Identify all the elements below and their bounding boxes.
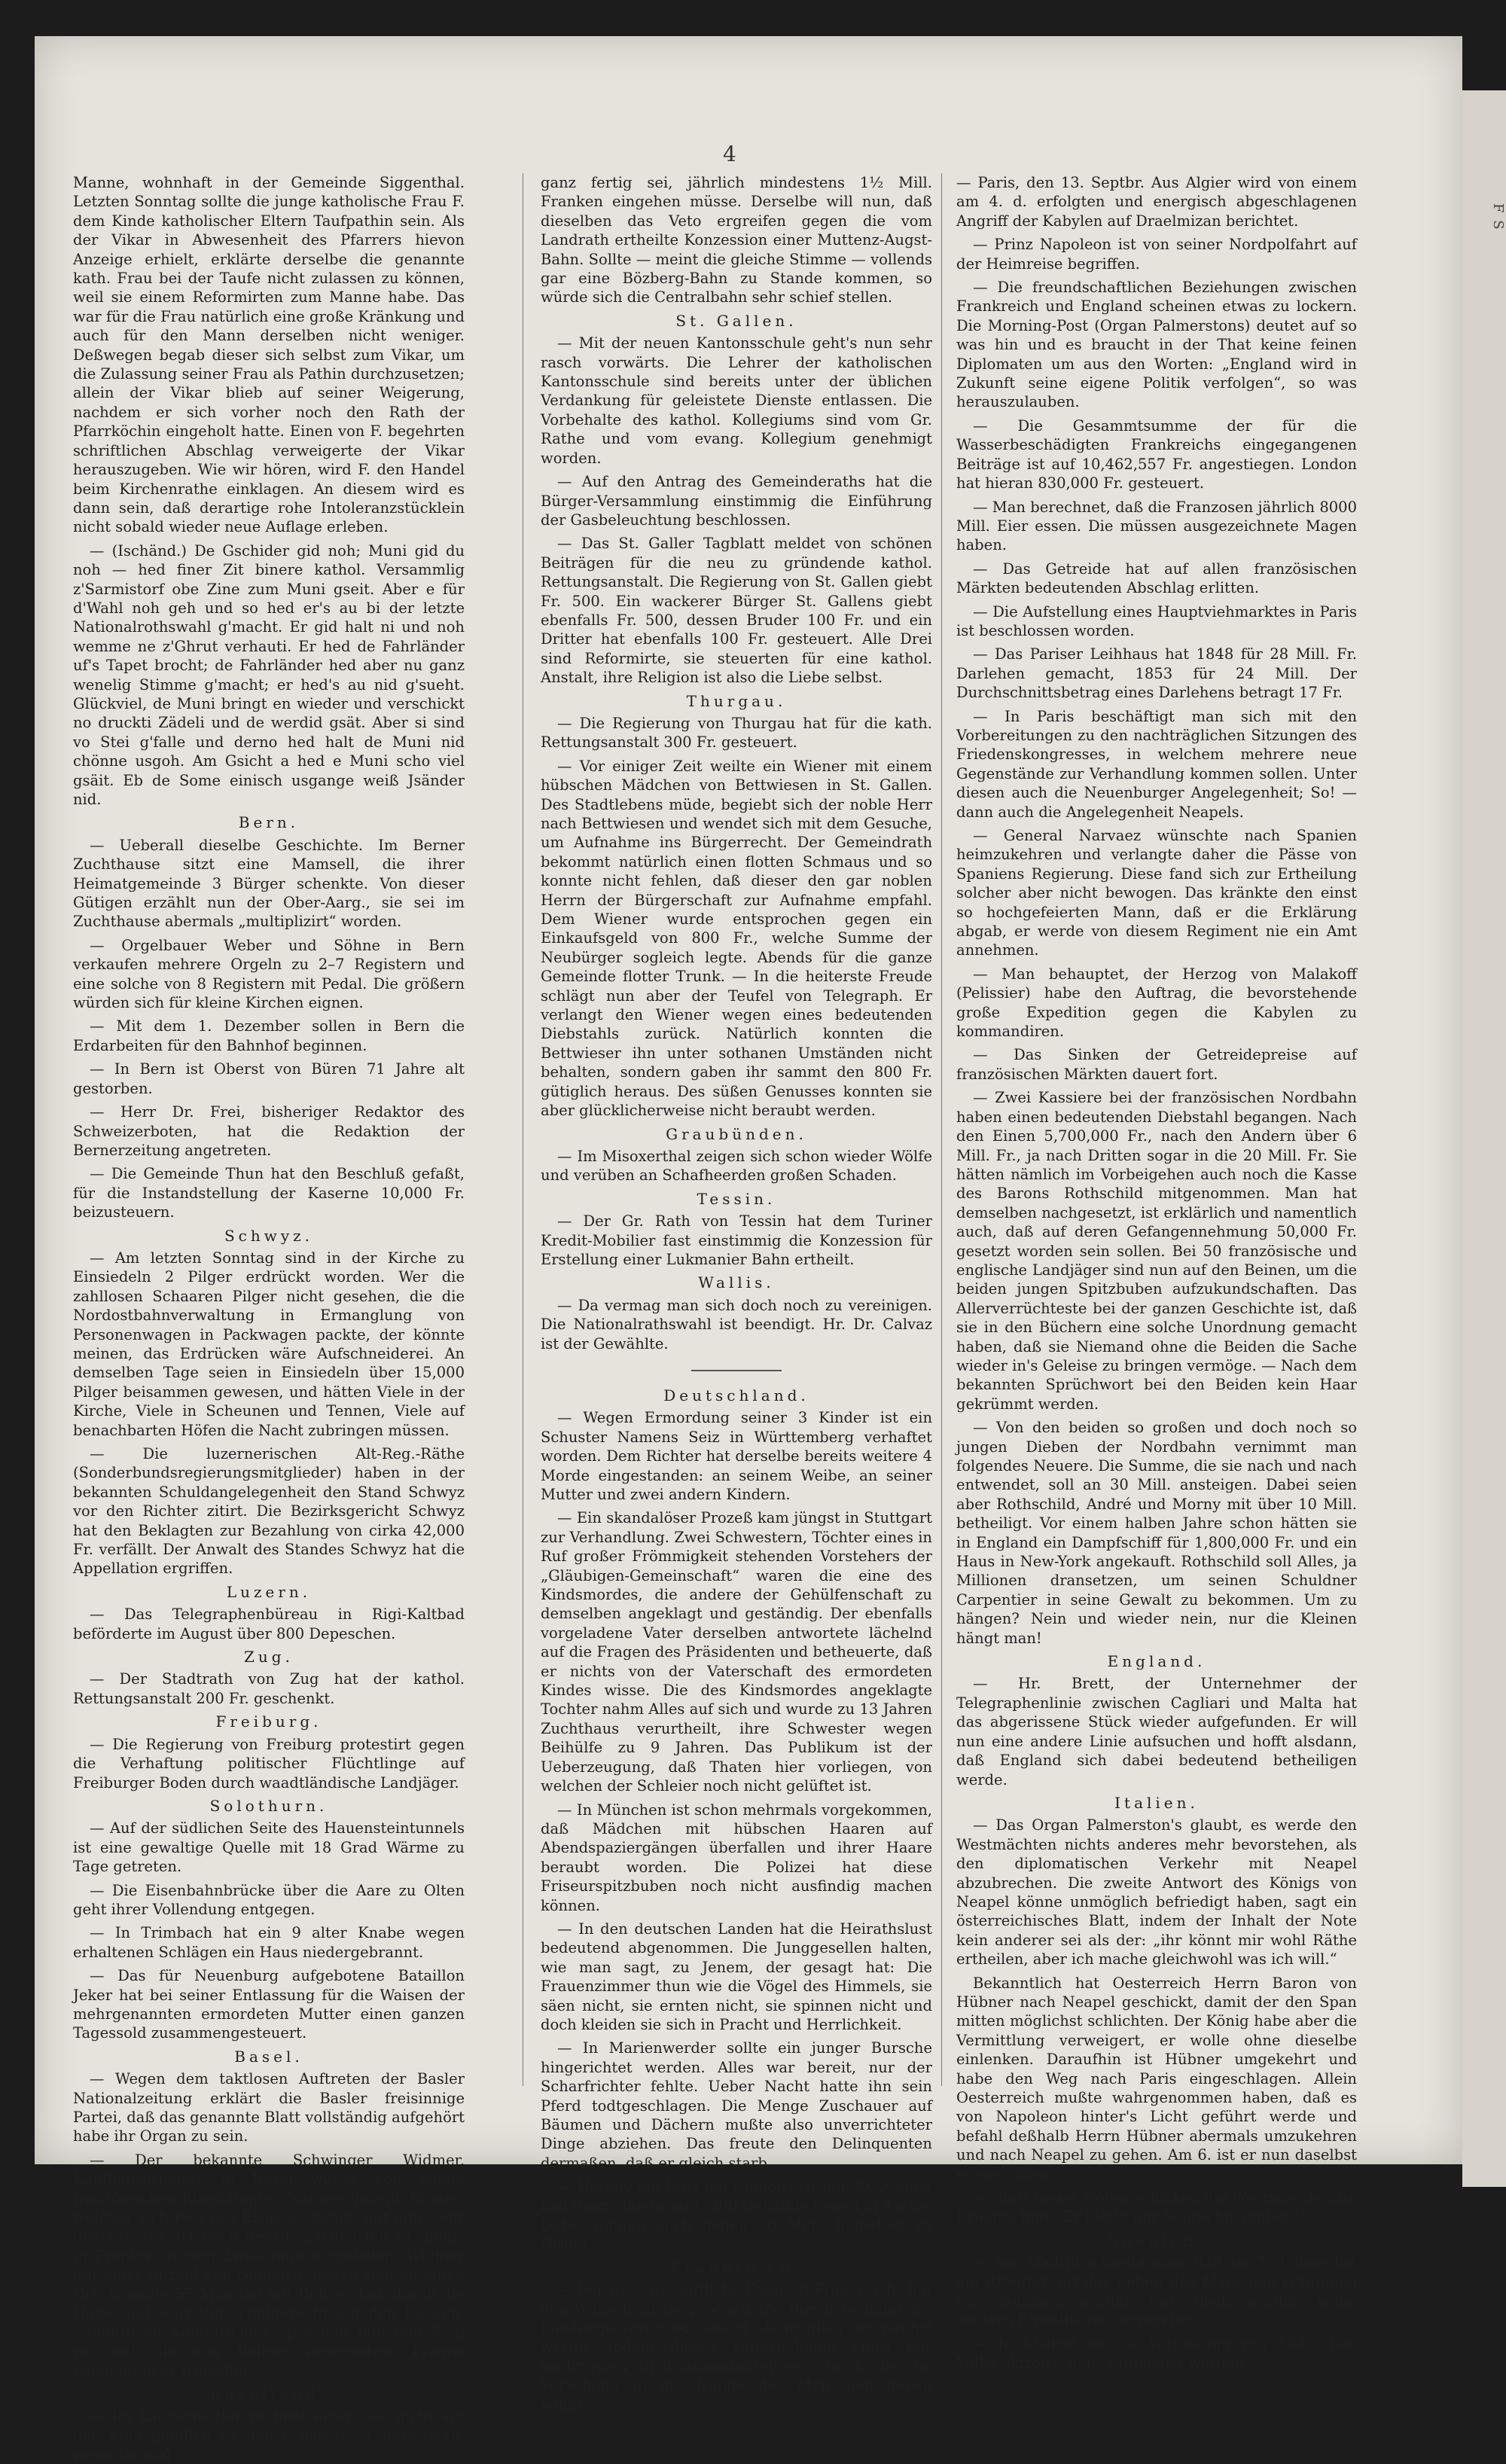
- news-item: — In Marienwerder sollte ein junger Bursche hingerichtet werden. Alles war bereit, nur der Scharfrichter fehlte. Ueber Nacht hatte ihn sein Pferd todtgeschlagen. Die Menge Zuschauer auf Bäumen und Dächern mußte also unverrichteter Dinge abziehen. Das freute den Delinquenten dermaßen, daß er gleich starb.: [541, 2039, 932, 2172]
- news-item: — Mit dem 1. Dezember sollen in Bern die Erdarbeiten für den Bahnhof beginnen.: [73, 1017, 465, 1054]
- news-item: — Das Telegraphenbüreau in Rigi-Kaltbad beförderte im August über 800 Depeschen.: [73, 1606, 465, 1642]
- news-item: — Das Pariser Leihhaus hat 1848 für 28 Mill. Fr. Darlehen gemacht, 1853 für 24 Mill. Der Durchschnittsbetrag eines Darlehens betragt 17 Fr.: [956, 645, 1357, 702]
- news-item: — Herr Dr. Frei, bisheriger Redaktor des Schweizerboten, hat die Redaktion der Bernerzeitung angetreten.: [73, 1103, 465, 1159]
- news-item: — In Paris beschäftigt man sich mit den Vorbereitungen zu den nachträglichen Sitzungen des Friedenskongresses, in welchem mehrere neue Gegenstände zur Verhandlung kommen sollen. Unter diesen auch die Neuenburger Angelegenheit; So! — dann auch die Angelegenheit Neapels.: [956, 707, 1357, 821]
- section-heading: Spanien.: [1108, 2231, 1206, 2249]
- adjacent-page-edge: [1462, 90, 1506, 2187]
- news-item: — Aus Madrid schreibt man, daß am 7. d. daselbst ein Attentat auf das Leben des Marschall O'Donnell vorgenommen worden war, doch werden keine weitern Einzelheiten angegeben.: [956, 2254, 1357, 2329]
- news-item: — Im Misoxerthal zeigen sich schon wieder Wölfe und verüben an Schafheerden großen Schaden.: [541, 1147, 932, 1185]
- news-item: — Orgelbauer Weber und Söhne in Bern verkaufen mehrere Orgeln zu 2–7 Registern und eine solche von 8 Registern mit Pedal. Die größern würden sich für kleine Kirchen eignen.: [73, 936, 465, 1012]
- news-item: — In Trimbach hat ein 9 alter Knabe wegen erhaltenen Schlägen ein Haus niedergebrannt.: [73, 1924, 465, 1961]
- news-item: — Die Eisenbahnbrücke über die Aare zu Olten geht ihrer Vollendung entgegen.: [73, 1881, 465, 1918]
- news-item: — Man berechnet, daß die Franzosen jährlich 8000 Mill. Eier essen. Die müssen ausgezeichnete Magen haben.: [956, 498, 1357, 554]
- news-item: — Das Getreide hat auf allen französischen Märkten bedeutenden Abschlag erlitten.: [956, 560, 1357, 597]
- section-heading: Graubünden.: [666, 1124, 807, 1143]
- news-item: — Die luzernerischen Alt-Reg.-Räthe (Sonderbundsregierungsmitglieder) haben in der bekannten Schuldangelegenheit den Stand Schwyz vor den Richter zitirt. Die Bezirksgericht Schwyz hat den Beklagten zur Bezahlung von cirka 42,000 Fr. verfällt. Der Anwalt des Standes Schwyz hat die Appellation ergriffen.: [73, 1445, 465, 1578]
- news-item: — Die Aufstellung eines Hauptviehmarktes in Paris ist beschlossen worden.: [956, 602, 1357, 639]
- news-item: — Auf den Antrag des Gemeinderaths hat die Bürger-Versammlung einstimmig die Einführung der Gasbeleuchtung beschlossen.: [541, 473, 932, 529]
- news-item: — Hetény ein Dorf bei Comorn ist am 30. August fast ganz abgebrannt. 200 Gebäude liegen in Asche. Dabei gingen auch gegen 20 Menschenleben zu Grund.: [541, 2178, 932, 2253]
- news-item: — Der Gr. Rath von Tessin hat dem Turiner Kredit-Mobilier fast einstimmig die Konzession für Erstellung einer Lukmanier Bahn ertheilt.: [541, 1212, 932, 1268]
- column-rule-2: [941, 173, 942, 2086]
- news-item: — Das Sinken der Getreidepreise auf französischen Märkten dauert fort.: [956, 1046, 1357, 1083]
- column-1: [73, 173, 465, 2463]
- news-item: — Das für Neuenburg aufgebotene Bataillon Jeker hat bei seiner Entlassung für die Waisen der mehrgenannten ermordeten Mutter einen ganzen Tagessold zusammengesteuert.: [73, 1967, 465, 2042]
- news-item: Manne, wohnhaft in der Gemeinde Siggenthal. Letzten Sonntag sollte die junge katholische Frau F. dem Kinde katholischer Eltern Taufpathin sein. Als der Vikar in Abwesenheit des Pfarrers hievon Anzeige erhielt, erklärte derselbe die genannte kath. Frau bei der Taufe nicht zulassen zu können, weil sie einem Reformirten zum Manne habe. Das war für die Frau natürlich eine große Kränkung und auch für den Mann derselben nicht weniger. Deßwegen begab dieser sich selbst zum Vikar, um die Zulassung seiner Frau als Pathin durchzusetzen; allein der Vikar blieb auf seiner Weigerung, nachdem er sich vorher noch den Rath der Pfarrköchin eingeholt hatte. Einen von F. begehrten schriftlichen Abschlag verweigerte der Vikar herauszugeben. Wie wir hören, wird F. den Handel beim Kirchenrathe einklagen. An diesem wird es dann sein, daß derartige rohe Intoleranzstücklein nicht sobald wieder neue Auflage erleben.: [73, 174, 465, 536]
- news-item: — Paris, den 13. Septbr. Aus Algier wird von einem am 4. d. erfolgten und energisch abgeschlagenen Angriff der Kabylen auf Draelmizan berichtet.: [956, 174, 1357, 230]
- news-item: — Der bekannte Schwinger Widmer, Kaufhausarbeiter in Basel wurde von einem französischen Ringkämpfer, Namens Joseph Bohrer, welcher sich Fels des Elsasses nennt, auf eine sehr überraschte Art nach dem benachbarten St. Louis in Frankreich zum Zweikampf eingeladen. Widmer mit einer Anzahl von Gönnern, begab sich an jenen Ort, kämpfte 55 Minuten mit Bohrer, hob ihn in die Höhe und warf ihn schulgerecht auf den Rücken. Sämmtliche Kampfrichter sprachen ihm den Sieg zu; auf die von Bohrer ausgesetzte Prämie verzichtete er freiwillig.: [73, 2151, 465, 2380]
- adjacent-page-text: F S: [1490, 203, 1506, 231]
- news-item: — Mit der neuen Kantonsschule geht's nun sehr rasch vorwärts. Die Lehrer der katholischen Kantonsschule sind bereits unter der üblichen Verdankung für geleistete Dienste entlassen. Die Vorbehalte des kathol. Kollegiums sind vom Gr. Rathe und vom evang. Kollegium genehmigt worden.: [541, 334, 932, 467]
- news-item: — Ein skandalöser Prozeß kam jüngst in Stuttgart zur Verhandlung. Zwei Schwestern, Töchter eines in Ruf großer Frömmigkeit stehenden Vorstehers der „Gläubigen-Gemeinschaft“ waren die eine des Kindsmordes, die andere der Gehülfenschaft zu demselben angeklagt und geständig. Der ebenfalls vorgeladene Vater derselben antwortete lächelnd auf die Fragen des Präsidenten und betheuerte, daß er nichts von der Vaterschaft des ermordeten Kindes wisse. Die des Kindsmordes angeklagte Tochter nahm Alles auf sich und wurde zu 13 Jahren Zuchthaus verurtheilt, ihre Schwester wegen Beihülfe zu 9 Jahren. Das Publikum ist der Ueberzeugung, daß Thaten hier vorliegen, von welchen der Schleier noch nicht gelüftet ist.: [541, 1509, 932, 1795]
- news-item: — Prinz Napoleon ist von seiner Nordpolfahrt auf der Heimreise begriffen.: [956, 236, 1357, 273]
- news-item: — Auf der südlichen Seite des Hauensteintunnels ist eine gewaltige Quelle mit 18 Grad Wärme zu Tage getreten.: [73, 1819, 465, 1876]
- section-heading: England.: [1107, 1652, 1206, 1671]
- news-item: — Da vermag man sich doch noch zu vereinigen. Die Nationalrathswahl ist beendigt. Hr. Dr. Calvaz ist der Gewählte.: [541, 1296, 932, 1352]
- news-item: — Wegen Ermordung seiner 3 Kinder ist ein Schuster Namens Seiz in Württemberg verhaftet worden. Dem Richter hat derselbe bereits weitere 4 Morde eingestanden: an seinem Weibe, an seiner Mutter und zwei andern Kindern.: [541, 1409, 932, 1503]
- news-item: — Man behauptet, der Herzog von Malakoff (Pelissier) habe den Auftrag, die bevorstehende große Expedition gegen die Kabylen zu kommandiren.: [956, 965, 1357, 1041]
- news-item: — General Narvaez wünschte nach Spanien heimzukehren und verlangte daher die Pässe von Spaniens Regierung. Diese fand sich zur Ertheilung solcher aber nicht bewogen. Das kränkte den einst so hochgefeierten Mann, daß er die Erklärung abgab, er werde von diesem Regiment nie ein Amt annehmen.: [956, 827, 1357, 959]
- news-item: — Die Regierung von Thurgau hat für die kath. Rettungsanstalt 300 Fr. gesteuert.: [541, 714, 932, 752]
- news-item: ganz fertig sei, jährlich mindestens 1½ Mill. Franken eingehen müsse. Derselbe will nun, daß dieselben das Veto ergreifen gegen die vom Landrath ertheilte Konzession einer Muttenz-Augst-Bahn. Sollte — meint die gleiche Stimme — vollends gar eine Bözberg-Bahn zu Stande kommen, so würde sich die Centralbahn sehr schief stellen.: [541, 174, 932, 306]
- section-heading: Deutschland.: [663, 1386, 809, 1404]
- column-3: [956, 173, 1357, 2372]
- news-item: — Die Gesammtsumme der für die Wasserbeschädigten Frankreichs eingegangenen Beiträge ist auf 10,462,557 Fr. angestiegen. London hat hieran 830,000 Fr. gesteuert.: [956, 416, 1357, 492]
- section-heading: Baselland.: [210, 2384, 328, 2403]
- section-heading: Thurgau.: [686, 691, 787, 710]
- news-item: — Vor einiger Zeit weilte ein Wiener mit einem hübschen Mädchen von Bettwiesen in St. Gallen. Des Stadtlebens müde, begiebt sich der noble Herr nach Bettwiesen und wendet sich mit dem Gesuche, um Aufnahme ins Bürgerrecht. Der Gemeindrath bekommt natürlich einen flotten Schmaus und so konnte nicht fehlen, daß dieser den gar noblen Herrn der Bürgerschaft zur Aufnahme empfahl. Dem Wiener wurde entsprochen gegen ein Einkaufsgeld von 800 Fr., welche Summe der Neubürger sogleich legte. Abends für die ganze Gemeinde flotter Trunk. — In die heiterste Freude schlägt nun aber der Teufel von Telegraph. Er verlangt den Wiener wegen eines bedeutenden Diebstahls zurück. Natürlich konnten die Bettwieser ihn unter sothanen Umständen nicht behalten, sondern gaben ihr sammt den 800 Fr. gütiglich heraus. Des süßen Genusses konnten sie aber glücklicherweise nicht beraubt werden.: [541, 757, 932, 1120]
- section-divider: [691, 1370, 782, 1371]
- section-heading: Frankreich.: [671, 2258, 802, 2276]
- news-item: — Die Regierung von Freiburg protestirt gegen die Verhaftung politischer Flüchtlinge auf Freiburger Boden durch waadtländische Landjäger.: [73, 1735, 465, 1792]
- section-heading: St. Gallen.: [675, 311, 797, 330]
- section-heading: Solothurn.: [209, 1796, 328, 1815]
- news-item: Bekanntlich hat Oesterreich Herrn Baron von Hübner nach Neapel geschickt, damit der den Span mitten möglichst schlichten. Der König habe aber die Vermittlung verweigert, er wolle ohne dieselbe einlenken. Daraufhin ist Hübner umgekehrt und habe den Weg nach Paris eingeschlagen. Allein Oesterreich mußte wahrgenommen haben, daß es von Napoleon hinter's Licht geführt werde und befahl deßhalb Herrn Hübner abermals umzukehren und nach Neapel zu gehen. Am 6. ist er nun daselbst eingetroffen.: [956, 1974, 1357, 2183]
- news-item: — Zwei Kassiere bei der französischen Nordbahn haben einen bedeutenden Diebstahl begangen. Nach den Einen 5,700,000 Fr., nach den Andern über 6 Mill. Fr., ja nach Dritten sogar in die 20 Mill. Fr. Sie hätten nämlich im Vorbeigehen auch noch die Kasse des Barons Rothschild mitgenommen. Man hat demselben nachgesetzt, ist erklärlich und namentlich auch, daß auf deren Gefangennehmung 50,000 Fr. gesetzt worden sein sollen. Bei 50 französische und englische Landjäger sind nun auf den Beinen, um die beiden jungen Spitzbuben aufzukundschaften. Das Allerverrüchteste bei der ganzen Geschichte ist, daß sie in den Büchern eine solche Unordnung gemacht haben, daß sie Niemand ohne die Beiden die Sache wieder in's Geleise zu bringen vermöge. — Nach dem bekannten Sprüchwort bei den Beiden kein Haar gekrümmt werden.: [956, 1089, 1357, 1413]
- news-item: — Im Landschäftler rechnet einer, der nicht auf den Kopf gefallen ist, nach, daß die Centralbahn, wenn sie mal: [73, 2408, 465, 2463]
- news-item: — In Madrid ist die Verfassung von 1845 dem Volke oktroirt, d. h. aufgehalst worden.: [956, 2334, 1357, 2372]
- news-item: — Das St. Galler Tagblatt meldet von schönen Beiträgen für die neu zu gründende kathol. Rettungsanstalt. Die Regierung von St. Gallen giebt Fr. 500. Ein wackerer Bürger St. Gallens giebt ebenfalls Fr. 500, dessen Bruder 100 Fr. und ein Dritter hat ebenfalls 100 Fr. gesteuert. Alle Drei sind Reformirte, sie steuerten für eine kathol. Anstalt, ihre Religion ist also die Liebe selbst.: [541, 535, 932, 687]
- section-heading: Italien.: [1114, 1793, 1199, 1812]
- news-item: — Wegen dem taktlosen Auftreten der Basler Nationalzeitung erklärt die Basler freisinnige Partei, daß das genannte Blatt vollständig aufgehört habe ihr Organ zu sein.: [73, 2070, 465, 2145]
- column-2: [541, 173, 932, 2414]
- news-item: — In München ist schon mehrmals vorgekommen, daß Mädchen mit hübschen Haaren auf Abendspaziergängen überfallen und ihrer Haare beraubt worden. Die Polizei hat diese Friseurspitzbuben noch nicht ausfindig machen können.: [541, 1801, 932, 1914]
- section-heading: Zug.: [244, 1648, 294, 1667]
- news-item: — Die freundschaftlichen Beziehungen zwischen Frankreich und England scheinen etwas zu lockern. Die Morning-Post (Organ Palmerstons) deutet auf so was hin und es braucht in der That keine feinen Diplomaten um aus den Worten: „England wird in Zukunft seine eigene Politik verfolgen“, so was herauszulauben.: [956, 279, 1357, 411]
- news-item: — Von den beiden so großen und doch noch so jungen Dieben der Nordbahn vernimmt man folgendes Neuere. Die Summe, die sie nach und nach entwendet, soll an 30 Mill. ansteigen. Dabei seien aber Rothschild, André und Morny mit über 10 Mill. betheiligt. Vor einem halben Jahre schon hätten sie in England ein Dampfschiff für 1,800,000 Fr. und ein Haus in New-York angekauft. Rothschild soll Alles, ja Millionen dransetzen, um seinen Schuldner Carpentier in seine Gewalt zu bekommen. Um zu hängen? Nein und wieder nein, nur die Kleinen hängt man!: [956, 1419, 1357, 1647]
- section-heading: Freiburg.: [215, 1712, 322, 1731]
- section-heading: Wallis.: [698, 1273, 775, 1292]
- news-item: — Am letzten Sonntag sind in der Kirche zu Einsiedeln 2 Pilger erdrückt worden. Wer die zahllosen Schaaren Pilger nicht gesehen, die die Nordostbahnverwaltung in Ermanglung von Personenwagen in Packwagen packte, der könnte meinen, das Erdrücken wäre Aufschneiderei. An demselben Tage seien in Einsiedeln über 15,000 Pilger beisammen gewesen, und hätten Viele in der Kirche, Viele in Scheunen und Tennen, Viele auf benachbarten Höfen die Nacht zubringen müssen.: [73, 1249, 465, 1439]
- section-heading: Schwyz.: [224, 1226, 314, 1245]
- news-item: — (Ischänd.) De Gschider gid noh; Muni gid du noh — hed finer Zit binere kathol. Versammlig z'Sarmistorf obe Zine zum Muni gseit. Aber e für d'Wahl noh geh und so hed er's au bi der letzte Nationalrothswahl g'macht. Er gid halt ni und noh wemme ne z'Ghrut verhauti. Er hed de Fahrländer uf's Tapet brocht; de Fahrländer hed aber nu ganz wenelig Stimme g'macht; er hed's au nid g'sueht. Glückviel, de Muni bringt en wieder und verschickt no druckti Zädeli und de werdid gsät. Aber si sind vo Stei g'falle und derno hed halt de Muni nid chönne usgoh. Am Gsicht a hed e Muni scho viel gsäit. Eb de Some einisch usgange weiß Jsänder nid.: [73, 541, 465, 808]
- section-heading: Basel.: [234, 2047, 303, 2066]
- news-item: — Der wissenschaftliche Kongreß Frankreichs hat den Wunsch ausgesprochen, die Durchstechung der Landenge von Suez sobald als möglich ausgeführt werde, indem dieses Unternehmen eines der wichtigsten Civilisationsmittel sei, durch die die Vorsehung in die Hände des Menschen geben könne.: [541, 2281, 932, 2414]
- news-item: — In Bern ist Oberst von Büren 71 Jahre alt gestorben.: [73, 1060, 465, 1097]
- section-heading: Luzern.: [226, 1582, 312, 1601]
- news-item: — Hr. Brett, der Unternehmer der Telegraphenlinie zwischen Cagliari und Malta hat das abgerissene Stück wieder aufgefunden. Er will nun eine andere Linie aufsuchen und hofft alsdann, daß England sich dabei bedeutend betheiligen werde.: [956, 1675, 1357, 1789]
- section-heading: Bern.: [238, 813, 300, 832]
- news-item: — In den deutschen Landen hat die Heirathslust bedeutend abgenommen. Die Junggesellen halten, wie man sagt, zu Jenem, der gesagt hat: Die Frauenzimmer thun wie die Vögel des Himmels, sie säen nicht, sie ernten nicht, sie spinnen nicht und doch kleiden sie sich in Pracht und Herrlichkeit.: [541, 1920, 932, 2033]
- news-item: — Der Stadtrath von Zug hat der kathol. Rettungsanstalt 200 Fr. geschenkt.: [73, 1670, 465, 1707]
- news-item: — Das Organ Palmerston's glaubt, es werde den Westmächten nichts anderes mehr bevorstehen, als den diplomatischen Verkehr mit Neapel abzubrechen. Die zweite Antwort des Königs von Neapel könne unmöglich befriedigt haben, sagt ein österreichisches Blatt, indem der Inhalt der Note kein anderer sei als der: „ihr könnt mir wohl Räthe ertheilen, aber ich mache gleichwohl was ich will.“: [956, 1816, 1357, 1968]
- news-item: — Ueberall dieselbe Geschichte. Im Berner Zuchthause sitzt eine Mamsell, die ihrer Heimatgemeinde 3 Bürger schenkte. Von dieser Gütigen erzählt nun der Ober-Aarg., sie sei im Zuchthause abermals „multiplizirt“ worden.: [73, 836, 465, 931]
- page-folio-mark: 4: [723, 142, 736, 166]
- section-heading: Tessin.: [697, 1189, 776, 1208]
- news-item: — Statt neuer Noten schicken die Westmächte nun Kriegsschiffe. Er bleibt nur Schreckmännleins!: [956, 2189, 1357, 2226]
- news-item: — Die Gemeinde Thun hat den Beschluß gefaßt, für die Instandstellung der Kaserne 10,000 Fr. beizusteuern.: [73, 1165, 465, 1221]
